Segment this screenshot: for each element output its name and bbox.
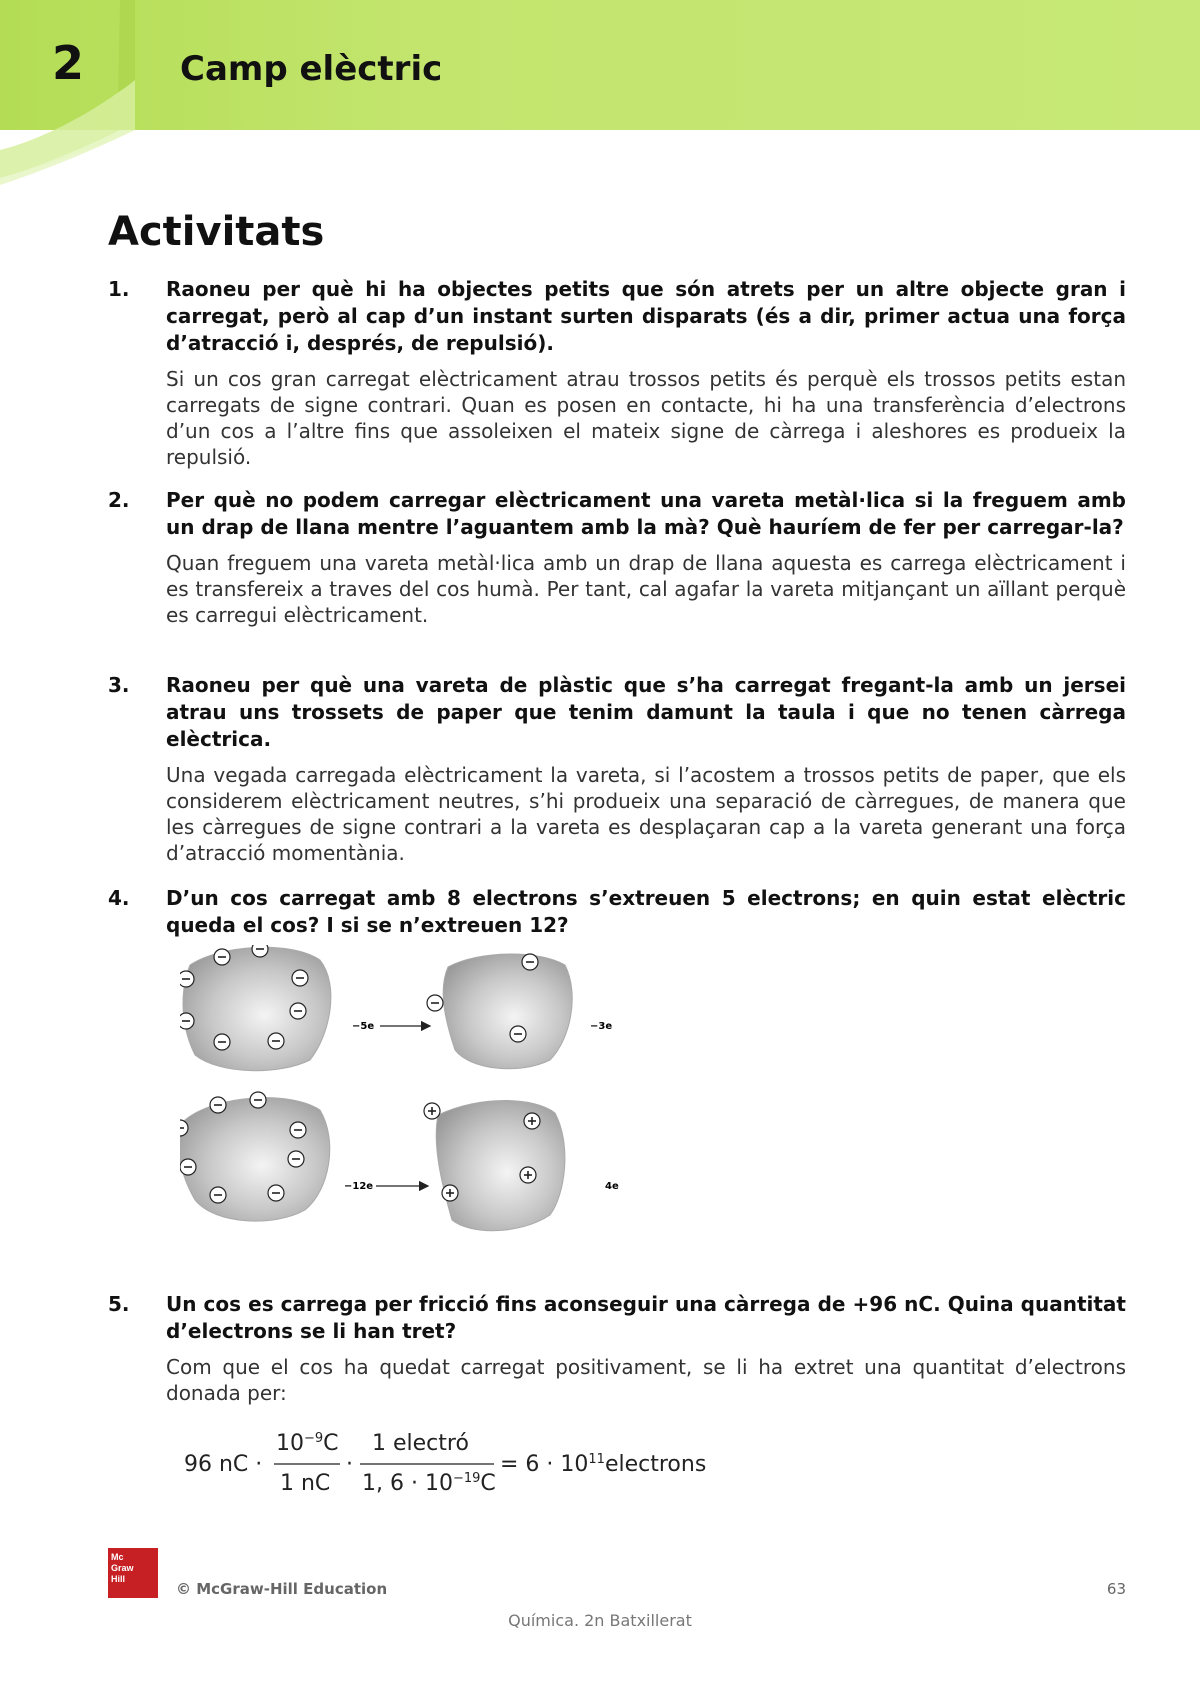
electron-icon: [180, 971, 194, 987]
charge-transfer-figure: [180, 945, 660, 1255]
activity-answer: Una vegada carregada elèctricament la vareta, si l’acostem a trossos petits de paper, que els considerem elèctricament neutres, s’hi produeix una separació de càrregues, de manera que les càrregues de signe contrari a la vareta es desplaçaran cap a la vareta generant una força d’atracció momentània.: [166, 763, 1126, 865]
frac2-numerator: 1 electró: [372, 1431, 469, 1456]
electron-icon: [210, 1097, 226, 1113]
activity-1: [108, 276, 1126, 470]
frac1-denominator: 1 nC: [280, 1471, 331, 1496]
electron-count-formula: [184, 1428, 744, 1498]
activity-number: 4.: [108, 886, 130, 910]
electron-icon: [268, 1033, 284, 1049]
electron-icon: [290, 1003, 306, 1019]
charged-body: [443, 954, 572, 1069]
page-number: 63: [1106, 1580, 1126, 1598]
electron-icon: [210, 1187, 226, 1203]
activity-question: Un cos es carrega per fricció fins aconseguir una càrrega de +96 nC. Quina quantitat d’electrons se li han tret?: [166, 1292, 1126, 1343]
electron-icon: [252, 945, 268, 957]
copyright: © McGraw-Hill Education: [176, 1580, 388, 1598]
activity-number: 1.: [108, 277, 130, 301]
electron-icon: [292, 970, 308, 986]
activity-question: Per què no podem carregar elèctricament una vareta metàl·lica si la freguem amb un drap de llana mentre l’aguantem amb la mà? Què hauríem de fer per carregar-la?: [166, 488, 1126, 539]
electron-icon: [510, 1026, 526, 1042]
activity-question: D’un cos carregat amb 8 electrons s’extreuen 5 electrons; en quin estat elèctric queda el cos? I si se n’extreuen 12?: [166, 886, 1126, 937]
electron-icon: [427, 995, 443, 1011]
activity-answer: Si un cos gran carregat elèctricament atrau trossos petits és perquè els trossos petits estan carregats de signe contrari. Quan es posen en contacte, hi ha una transferència d’electrons d’un cos a l’altre fins que assoleixen el mateix signe de càrrega i aleshores es produeix la repulsió.: [166, 367, 1126, 469]
activity-answer: Quan freguem una vareta metàl·lica amb un drap de llana aquesta es carrega elèctricament i es transfereix a traves del cos humà. Per tant, cal agafar la vareta mitjançant un aïllant perquè es carregui elèctricament.: [166, 551, 1126, 627]
chapter-number: 2: [52, 36, 85, 90]
activity-number: 2.: [108, 488, 130, 512]
result-label: 4e: [605, 1181, 619, 1192]
formula-result: = $6 \cdot 10^{11}electrons$: [500, 1452, 707, 1477]
frac2-denominator: 1, $6 \cdot 10^{-19}C$: [362, 1471, 496, 1496]
electron-icon: [290, 1122, 306, 1138]
electron-icon: [250, 1092, 266, 1108]
section-title: Activitats: [108, 209, 325, 255]
proton-icon: [524, 1113, 540, 1129]
activity-4: [108, 885, 1126, 939]
formula-dot: ·: [346, 1452, 353, 1477]
result-label: −3e: [590, 1021, 613, 1032]
header-banner: [0, 0, 1200, 185]
activity-2: [108, 487, 1126, 628]
publisher-logo: Mc Graw Hill: [108, 1548, 158, 1598]
activity-5: [108, 1291, 1126, 1406]
proton-icon: [424, 1103, 440, 1119]
electron-icon: [214, 1034, 230, 1050]
electron-icon: [268, 1185, 284, 1201]
electron-icon: [288, 1151, 304, 1167]
chapter-title: Camp elèctric: [180, 49, 443, 89]
proton-icon: [520, 1167, 536, 1183]
activity-number: 5.: [108, 1292, 130, 1316]
electron-icon: [180, 1013, 194, 1029]
formula-lead: 96 nC ·: [184, 1452, 263, 1477]
proton-icon: [442, 1185, 458, 1201]
charged-body: [183, 947, 331, 1070]
transfer-label: −12e: [344, 1181, 374, 1192]
electron-icon: [522, 954, 538, 970]
activity-question: Raoneu per què hi ha objectes petits que són atrets per un altre objecte gran i carregat, però al cap d’un instant surten disparats (és a dir, primer actua una força d’atracció i, després, de repulsió).: [166, 277, 1126, 355]
charged-body: [436, 1101, 565, 1231]
charged-body: [180, 1098, 330, 1221]
chapter-header: [0, 0, 1200, 185]
activity-question: Raoneu per què una vareta de plàstic que s’ha carregat fregant-la amb un jersei atrau uns trossets de paper que tenim damunt la taula i que no tenen càrrega elèctrica.: [166, 673, 1126, 751]
electron-icon: [180, 1159, 196, 1175]
activity-answer: Com que el cos ha quedat carregat positivament, se li ha extret una quantitat d’electrons donada per:: [166, 1355, 1126, 1405]
electron-icon: [214, 949, 230, 965]
transfer-label: −5e: [352, 1021, 375, 1032]
book-title: Química. 2n Batxillerat: [508, 1611, 692, 1630]
activity-number: 3.: [108, 673, 130, 697]
activity-3: [108, 672, 1126, 866]
frac1-numerator: $10^{-9}C$: [276, 1431, 339, 1456]
